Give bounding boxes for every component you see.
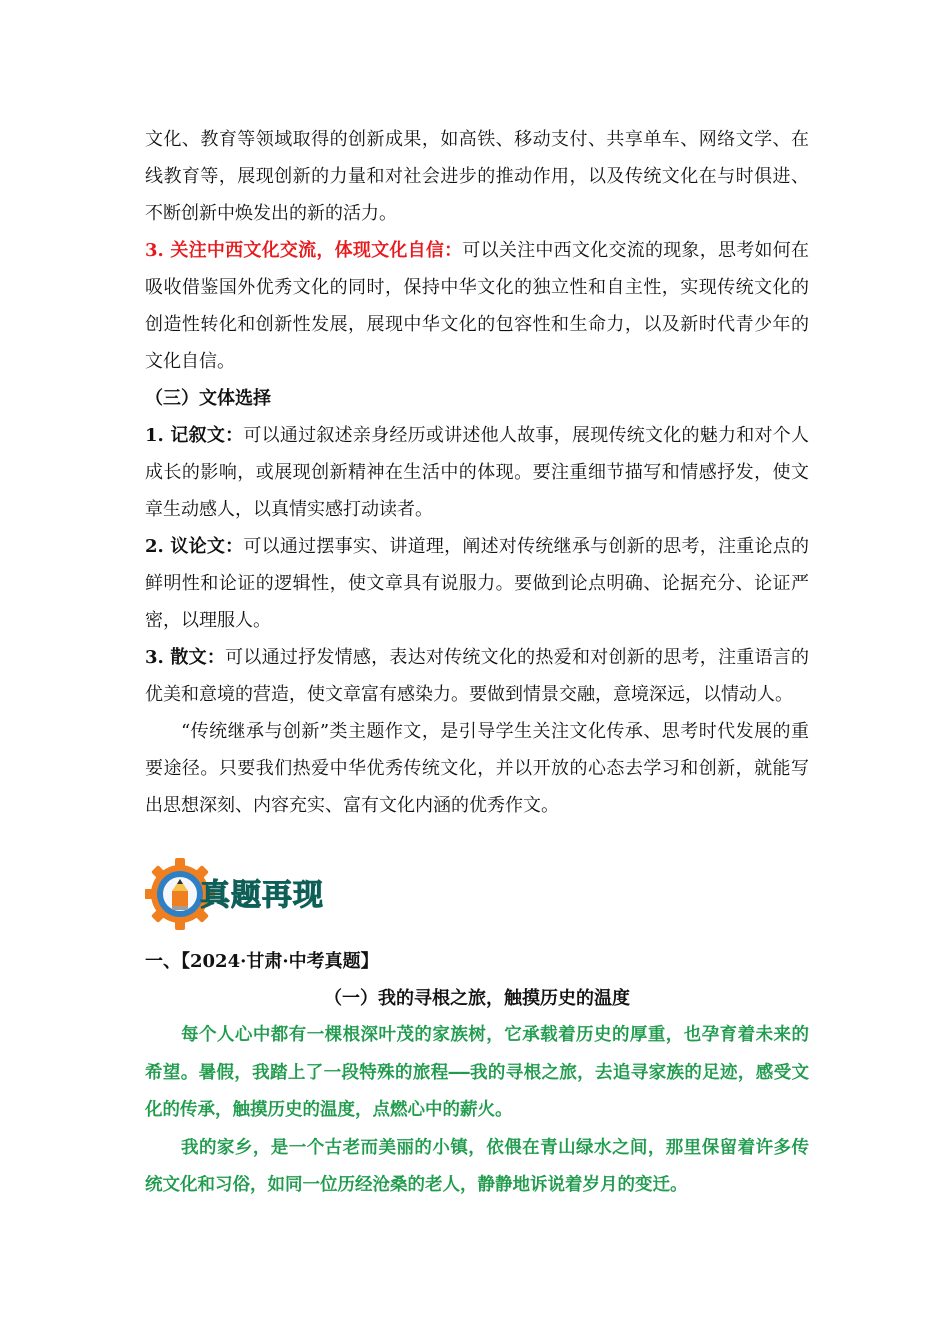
paragraph-prose [145, 639, 809, 713]
guide-section [145, 121, 809, 824]
genre-label-narrative: 1. 记叙文： [145, 425, 244, 446]
genre-label-prose: 3. 散文： [145, 647, 226, 668]
essay-title: （一）我的寻根之旅，触摸历史的温度 [324, 988, 630, 1009]
genre-body-narrative: 可以通过叙述亲身经历或讲述他人故事，展现传统文化的魅力和对个人成长的影响，或展现创新精神在生活中的体现。要注重细节描写和情感抒发，使文章生动感人，以真情实感打动读者。 [145, 425, 810, 520]
genre-body-argumentative: 可以通过摆事实、讲道理，阐述对传统继承与创新的思考，注重论点的鲜明性和论证的逻辑性，使文章具有说服力。要做到论点明确、论据充分、论证严密，以理服人。 [145, 536, 810, 631]
essay-paragraph-2: 我的家乡，是一个古老而美丽的小镇，依偎在青山绿水之间，那里保留着许多传统文化和习俗，如同一位历经沧桑的老人，静静地诉说着岁月的变迁。 [145, 1137, 809, 1195]
paragraph-summary: “传统继承与创新”类主题作文，是引导学生关注文化传承、思考时代发展的重要途径。只要我们热爱中华优秀传统文化，并以开放的心态去学习和创新，就能写出思想深刻、内容充实、富有文化内涵的优秀作文。 [145, 721, 809, 816]
section-heading-genre: （三）文体选择 [145, 388, 271, 409]
paragraph-cultural-exchange [145, 232, 809, 380]
essay-paragraph-1: 每个人心中都有一棵根深叶茂的家族树，它承载着历史的厚重，也孕育着未来的希望。暑假，我踏上了一段特殊的旅程——我的寻根之旅，去追寻家族的足迹，感受文化的传承，触摸历史的温度，点燃心中的薪火。 [145, 1025, 809, 1120]
banner-title: 真题再现 [200, 878, 324, 913]
genre-label-argumentative: 2. 议论文： [145, 536, 244, 557]
point-body-cultural-exchange: 可以关注中西文化交流的现象，思考如何在吸收借鉴国外优秀文化的同时，保持中华文化的独立性和自主性，实现传统文化的创造性转化和创新性发展，展现中华文化的包容性和生命力，以及新时代青少年的文化自信。 [145, 240, 810, 372]
section-banner [145, 852, 425, 932]
point-heading-cultural-exchange: 3. 关注中西文化交流，体现文化自信： [145, 240, 463, 261]
genre-body-prose: 可以通过抒发情感，表达对传统文化的热爱和对创新的思考，注重语言的优美和意境的营造，使文章富有感染力。要做到情景交融，意境深远，以情动人。 [145, 647, 810, 705]
paragraph-argumentative [145, 528, 809, 639]
paragraph-innovation: 文化、教育等领域取得的创新成果，如高铁、移动支付、共享单车、网络文学、在线教育等，展现创新的力量和对社会进步的推动作用，以及传统文化在与时俱进、不断创新中焕发出的新的活力。 [145, 129, 809, 224]
exam-title: 一、【2024·甘肃·中考真题】 [145, 951, 379, 972]
exam-section [145, 943, 809, 1205]
paragraph-narrative [145, 417, 809, 528]
